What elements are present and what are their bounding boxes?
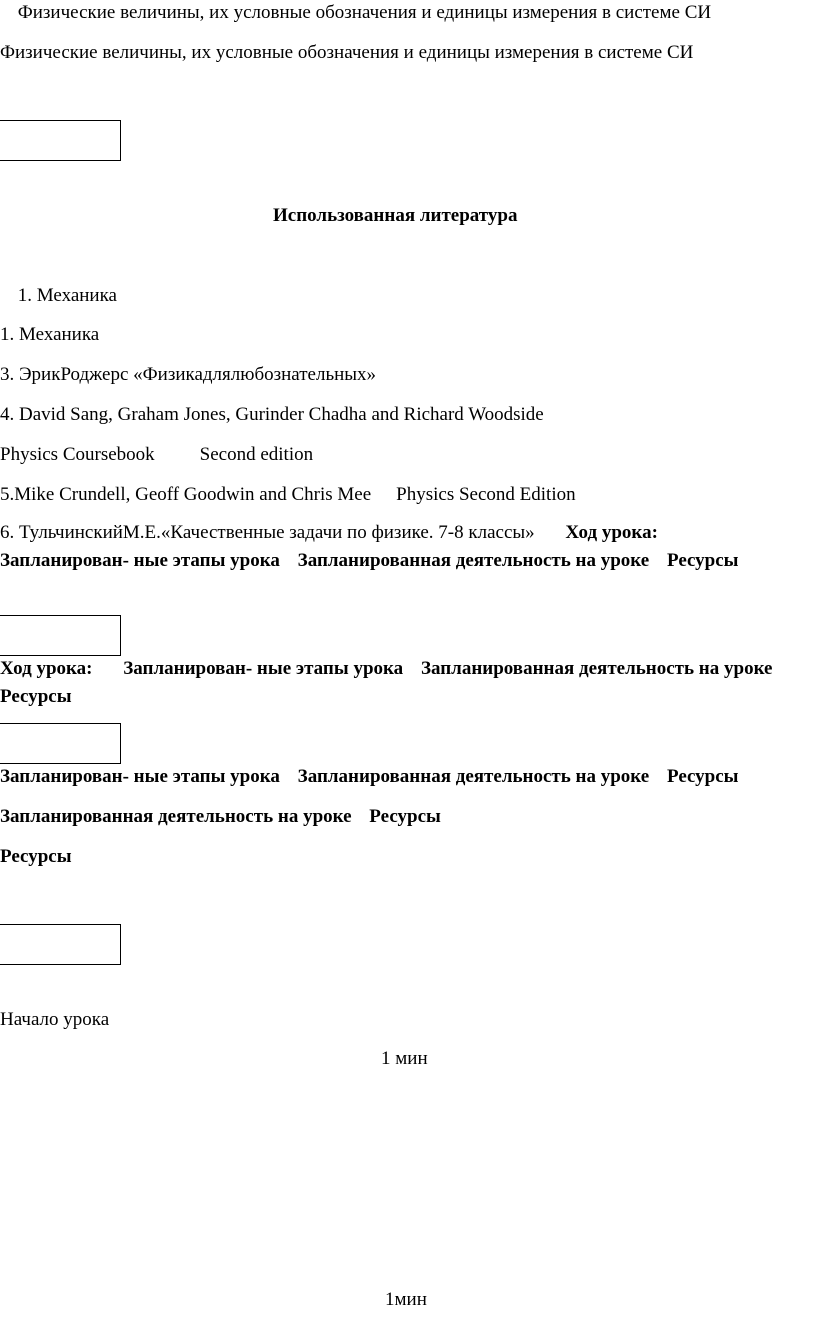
- lesson-flow-label: Ход урока:: [0, 658, 93, 679]
- plan-line-4: [0, 804, 441, 830]
- lit-text: Physics Coursebook: [0, 444, 155, 465]
- lit-item-2: 1. Механика: [0, 324, 100, 345]
- plan-line-5: Ресурсы: [0, 846, 72, 867]
- planned-activity-label: Запланированная деятельность на уроке: [0, 806, 352, 827]
- duration-1: 1 мин: [381, 1048, 428, 1069]
- lit-item-1: [0, 283, 117, 309]
- lesson-start-label: Начало урока: [0, 1009, 110, 1030]
- planned-stages-label: Запланирован- ные этапы урока: [123, 658, 404, 679]
- empty-box: [0, 924, 121, 965]
- resources-label: Ресурсы: [0, 686, 72, 707]
- plan-line-3: [0, 764, 739, 790]
- lesson-flow-label: Ход урока:: [565, 522, 658, 543]
- planned-activity-label: Запланированная деятельность на уроке: [420, 658, 773, 679]
- duration-2: 1мин: [385, 1289, 427, 1310]
- glyph-pair: [0, 883, 31, 909]
- lit-text: Physics Second Edition: [396, 484, 576, 505]
- plan-block-2: [0, 655, 810, 711]
- planned-stages-label: Запланирован- ные этапы урока: [0, 766, 280, 787]
- lit-item-3: 3. ЭрикРоджерс «Физикадлялюбознательных»: [0, 364, 377, 385]
- lit-item-6: [0, 482, 576, 508]
- empty-box: [0, 120, 121, 161]
- resources-label: Ресурсы: [369, 806, 441, 827]
- empty-box: [0, 615, 121, 656]
- planned-activity-label: Запланированная деятельность на уроке: [297, 550, 650, 571]
- title-text: Физические величины, их условные обозначения и единицы измерения в системе СИ: [17, 2, 712, 23]
- planned-stages-label: Запланирован- ные этапы урока: [0, 550, 280, 571]
- lit-text: 5.Mike Crundell, Geoff Goodwin and Chris Mee: [0, 484, 372, 505]
- glyph-pair: [0, 79, 31, 105]
- resources-label: Ресурсы: [666, 766, 739, 787]
- lit-item-7: 6. ТульчинскийМ.Е.«Качественные задачи по физике. 7-8 классы»: [0, 522, 535, 543]
- title-line-2: Физические величины, их условные обозначения и единицы измерения в системе СИ: [0, 42, 694, 63]
- plan-block-1: [0, 519, 810, 575]
- lit-item-4: 4. David Sang, Graham Jones, Gurinder Chadha and Richard Woodside: [0, 404, 544, 425]
- lit-text: 1. Механика: [17, 285, 117, 306]
- literature-heading: Использованная литература: [273, 205, 518, 226]
- lit-item-5: [0, 442, 313, 468]
- resources-label: Ресурсы: [666, 550, 739, 571]
- empty-box: [0, 723, 121, 764]
- lit-text: Second edition: [199, 444, 314, 465]
- planned-activity-label: Запланированная деятельность на уроке: [297, 766, 650, 787]
- title-line-1: [0, 0, 711, 26]
